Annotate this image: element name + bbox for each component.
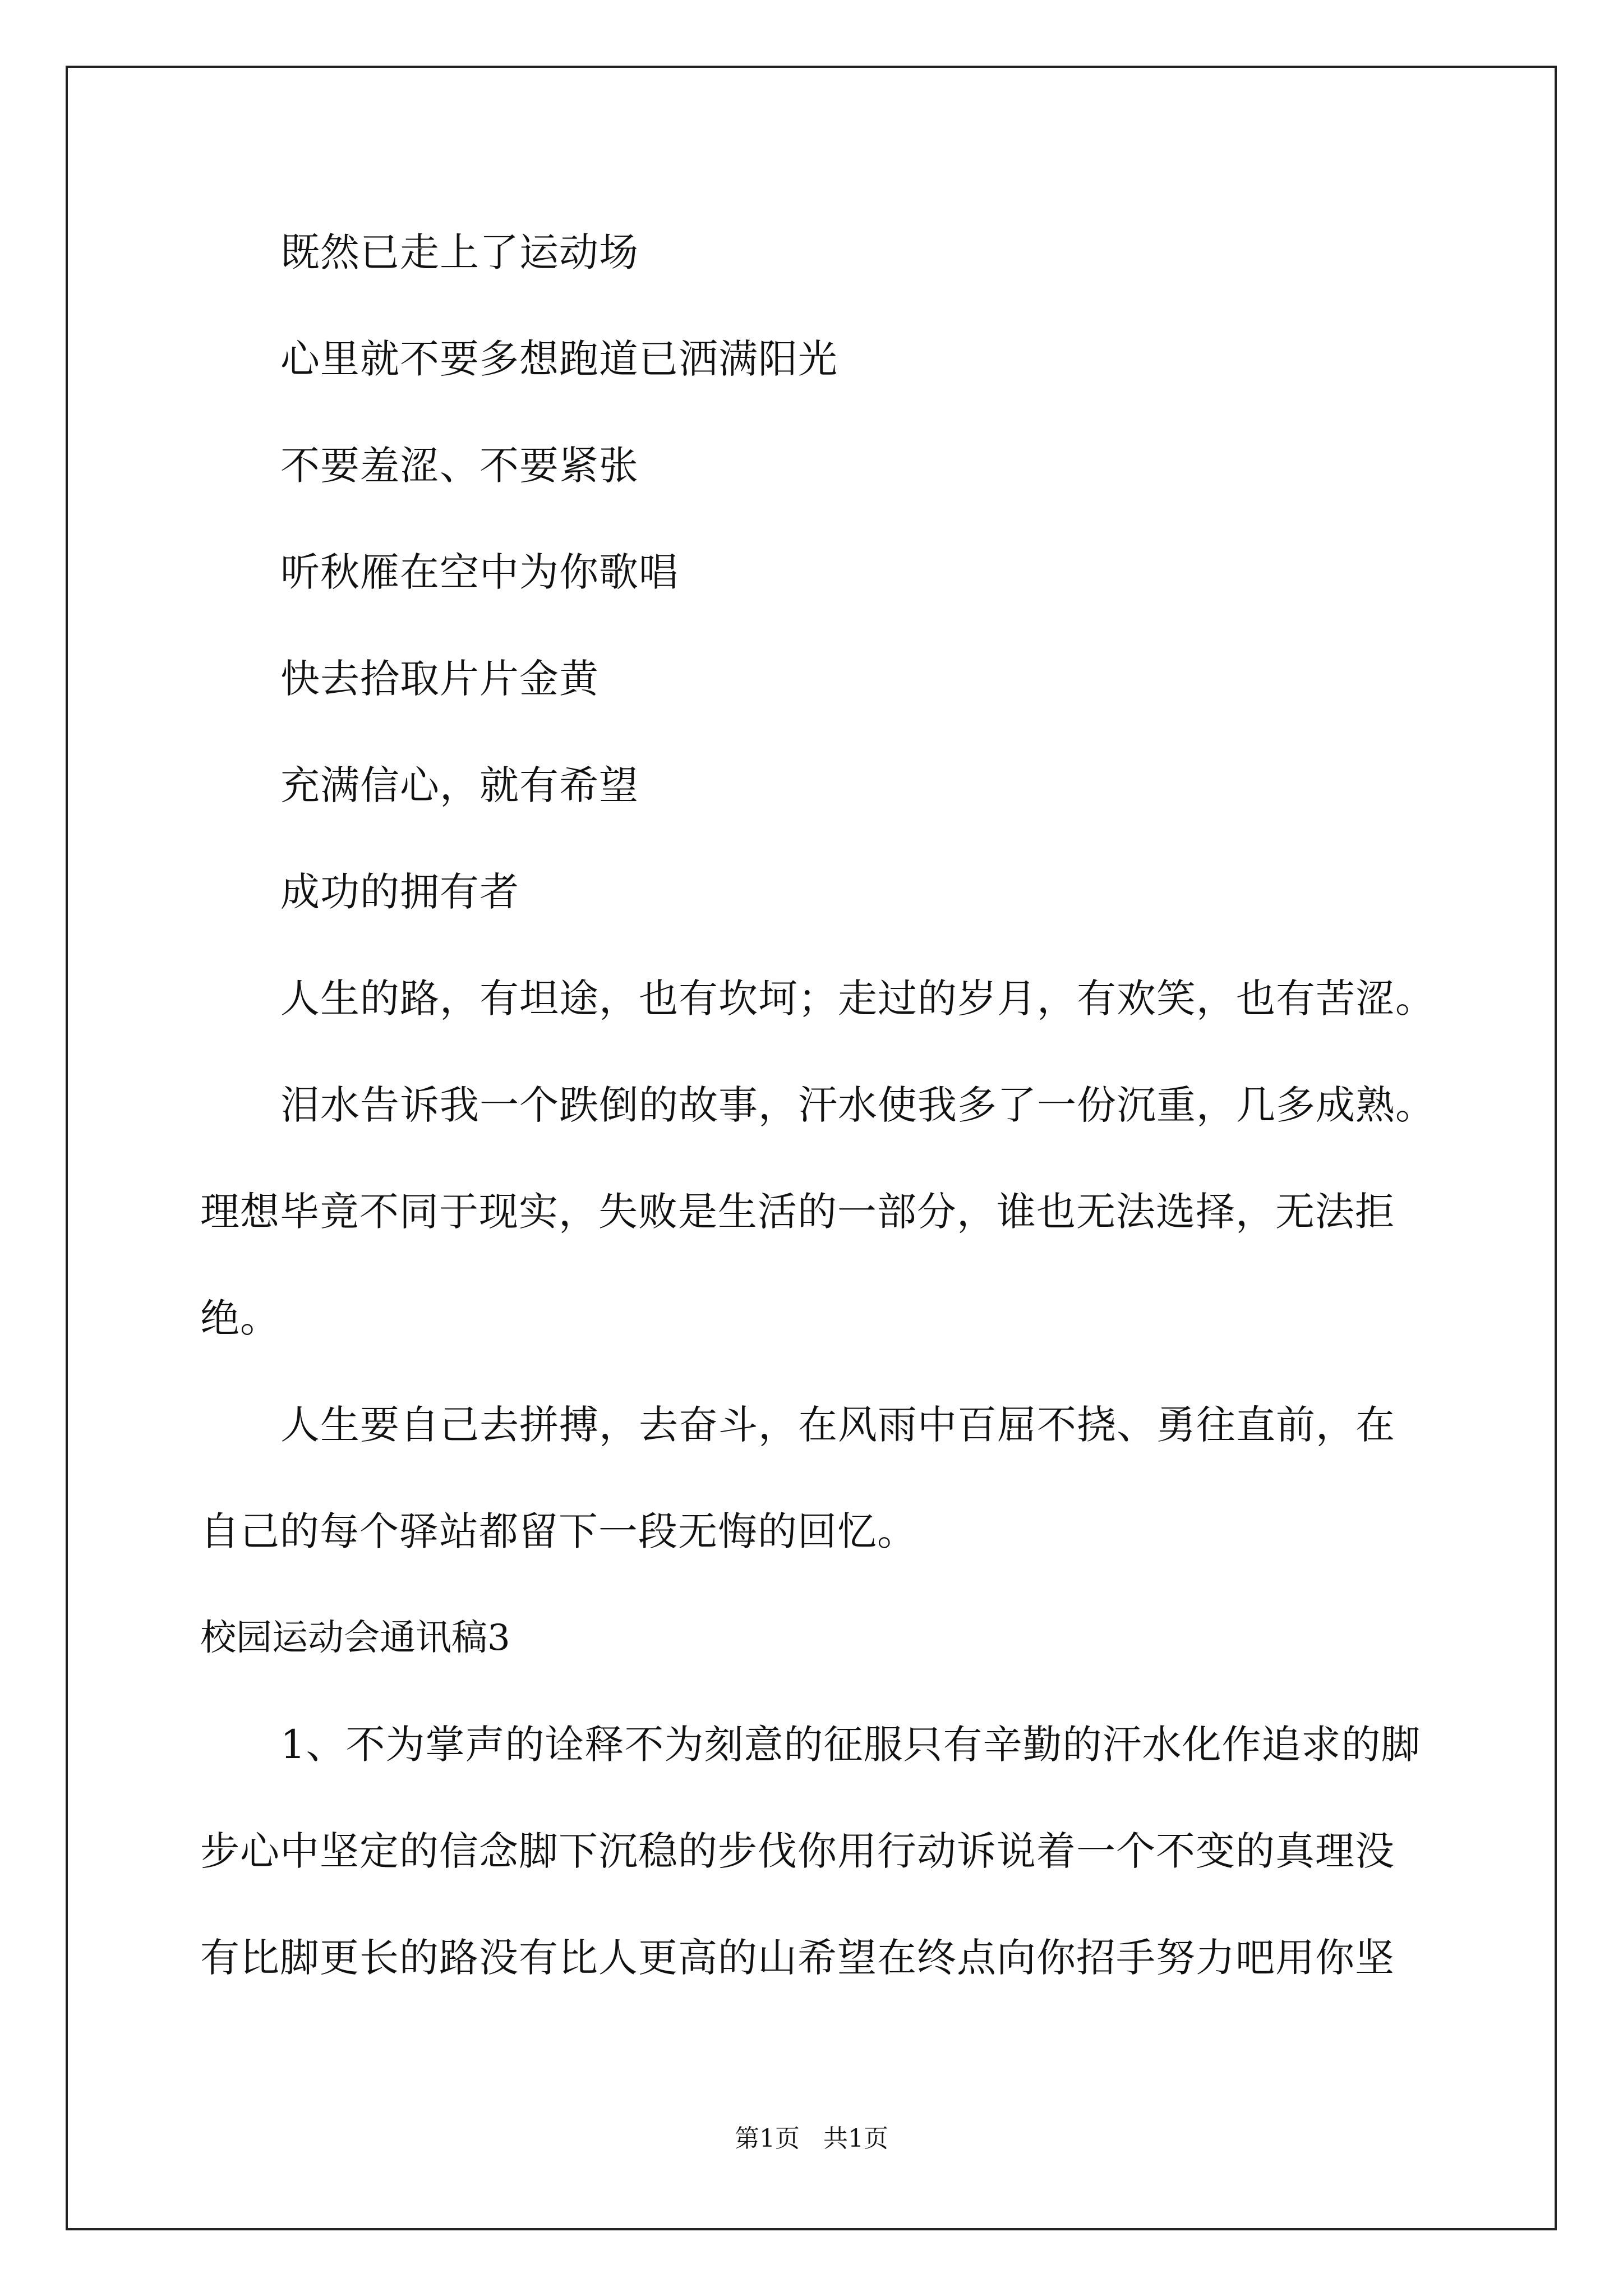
paragraph-line: 绝。 <box>200 1295 280 1341</box>
paragraph-line: 人生的路，有坦途，也有坎坷；走过的岁月，有欢笑，也有苦涩。 <box>280 976 1435 1022</box>
poem-line: 快去拾取片片金黄 <box>280 656 599 702</box>
poem-line: 充满信心，就有希望 <box>280 762 639 808</box>
paragraph-line: 人生要自己去拼搏，去奋斗，在风雨中百屈不挠、勇往直前，在 <box>280 1402 1395 1448</box>
paragraph-line: 自己的每个驿站都留下一段无悔的回忆。 <box>200 1508 917 1554</box>
poem-line: 听秋雁在空中为你歌唱 <box>280 549 679 595</box>
paragraph-line: 有比脚更长的路没有比人更高的山希望在终点向你招手努力吧用你坚 <box>200 1935 1395 1981</box>
poem-line: 不要羞涩、不要紧张 <box>280 443 639 489</box>
poem-line: 成功的拥有者 <box>280 869 519 915</box>
page-footer: 第1页 共1页 <box>735 2124 888 2153</box>
paragraph-line: 1、不为掌声的诠释不为刻意的征服只有辛勤的汗水化作追求的脚 <box>280 1722 1421 1768</box>
poem-line: 心里就不要多想跑道已洒满阳光 <box>280 336 838 382</box>
section-heading: 校园运动会通讯稿3 <box>200 1617 510 1659</box>
page-border <box>66 66 1557 2230</box>
paragraph-line: 理想毕竟不同于现实，失败是生活的一部分，谁也无法选择，无法拒 <box>200 1189 1395 1235</box>
poem-line: 既然已走上了运动场 <box>280 229 639 275</box>
paragraph-line: 步心中坚定的信念脚下沉稳的步伐你用行动诉说着一个不变的真理没 <box>200 1828 1395 1874</box>
paragraph-line: 泪水告诉我一个跌倒的故事，汗水使我多了一份沉重，几多成熟。 <box>280 1082 1435 1128</box>
